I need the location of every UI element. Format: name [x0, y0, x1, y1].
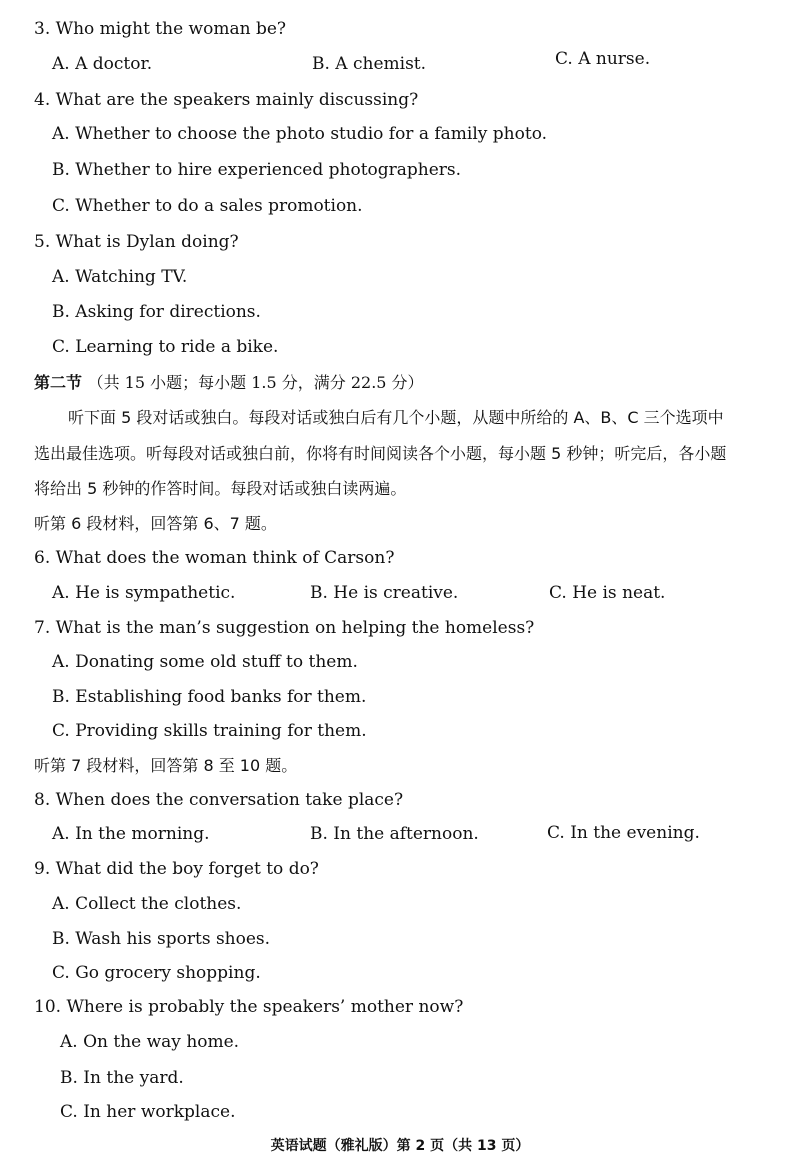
- question-10-option-c: C. In her workplace.: [60, 1102, 236, 1122]
- section-2-subtitle: （共 15 小题；每小题 1.5 分，满分 22.5 分）: [87, 373, 424, 392]
- question-10-option-a: A. On the way home.: [60, 1032, 240, 1052]
- material-7-heading: 听第 7 段材料，回答第 8 至 10 题。: [34, 756, 298, 775]
- question-4-option-a: A. Whether to choose the photo studio for a family photo.: [52, 124, 548, 144]
- section-2-title: 第二节: [34, 373, 83, 392]
- question-6-stem: 6. What does the woman think of Carson?: [34, 548, 395, 568]
- question-3-option-c: C. A nurse.: [555, 49, 651, 69]
- question-4-stem: 4. What are the speakers mainly discussing?: [34, 90, 419, 110]
- section-2-heading: [34, 372, 424, 394]
- question-9-option-b: B. Wash his sports shoes.: [52, 929, 271, 949]
- question-5-stem: 5. What is Dylan doing?: [34, 232, 239, 252]
- question-9-stem: 9. What did the boy forget to do?: [34, 859, 319, 879]
- question-6-option-b: B. He is creative.: [310, 583, 459, 603]
- question-5-option-a: A. Watching TV.: [52, 267, 188, 287]
- question-5-option-c: C. Learning to ride a bike.: [52, 337, 279, 357]
- question-3-stem: 3. Who might the woman be?: [34, 19, 287, 39]
- question-6-option-c: C. He is neat.: [549, 583, 666, 603]
- question-3-option-b: B. A chemist.: [312, 54, 427, 74]
- question-9-option-c: C. Go grocery shopping.: [52, 963, 261, 983]
- question-4-option-b: B. Whether to hire experienced photographers.: [52, 160, 462, 180]
- question-3-option-a: A. A doctor.: [52, 54, 153, 74]
- question-8-option-b: B. In the afternoon.: [310, 824, 479, 844]
- question-8-stem: 8. When does the conversation take place?: [34, 790, 404, 810]
- question-7-option-b: B. Establishing food banks for them.: [52, 687, 367, 707]
- material-6-heading: 听第 6 段材料，回答第 6、7 题。: [34, 514, 277, 533]
- section-2-instructions-line-3: 将给出 5 秒钟的作答时间。每段对话或独白读两遍。: [34, 479, 407, 498]
- question-6-option-a: A. He is sympathetic.: [52, 583, 236, 603]
- question-10-stem: 10. Where is probably the speakers’ mother now?: [34, 997, 464, 1017]
- section-2-instructions-line-1: 听下面 5 段对话或独白。每段对话或独白后有几个小题，从题中所给的 A、B、C 三个选项中: [68, 408, 724, 427]
- question-8-option-a: A. In the morning.: [52, 824, 210, 844]
- question-7-option-c: C. Providing skills training for them.: [52, 721, 367, 741]
- question-8-option-c: C. In the evening.: [547, 823, 700, 843]
- section-2-instructions-line-2: 选出最佳选项。听每段对话或独白前，你将有时间阅读各个小题，每小题 5 秒钟；听完后，各小题: [34, 444, 727, 463]
- question-9-option-a: A. Collect the clothes.: [52, 894, 242, 914]
- question-10-option-b: B. In the yard.: [60, 1068, 184, 1088]
- question-7-option-a: A. Donating some old stuff to them.: [52, 652, 358, 672]
- page-footer: 英语试题（雅礼版）第 2 页（共 13 页）: [270, 1138, 530, 1154]
- question-5-option-b: B. Asking for directions.: [52, 302, 261, 322]
- question-7-stem: 7. What is the man’s suggestion on helping the homeless?: [34, 618, 535, 638]
- question-4-option-c: C. Whether to do a sales promotion.: [52, 196, 363, 216]
